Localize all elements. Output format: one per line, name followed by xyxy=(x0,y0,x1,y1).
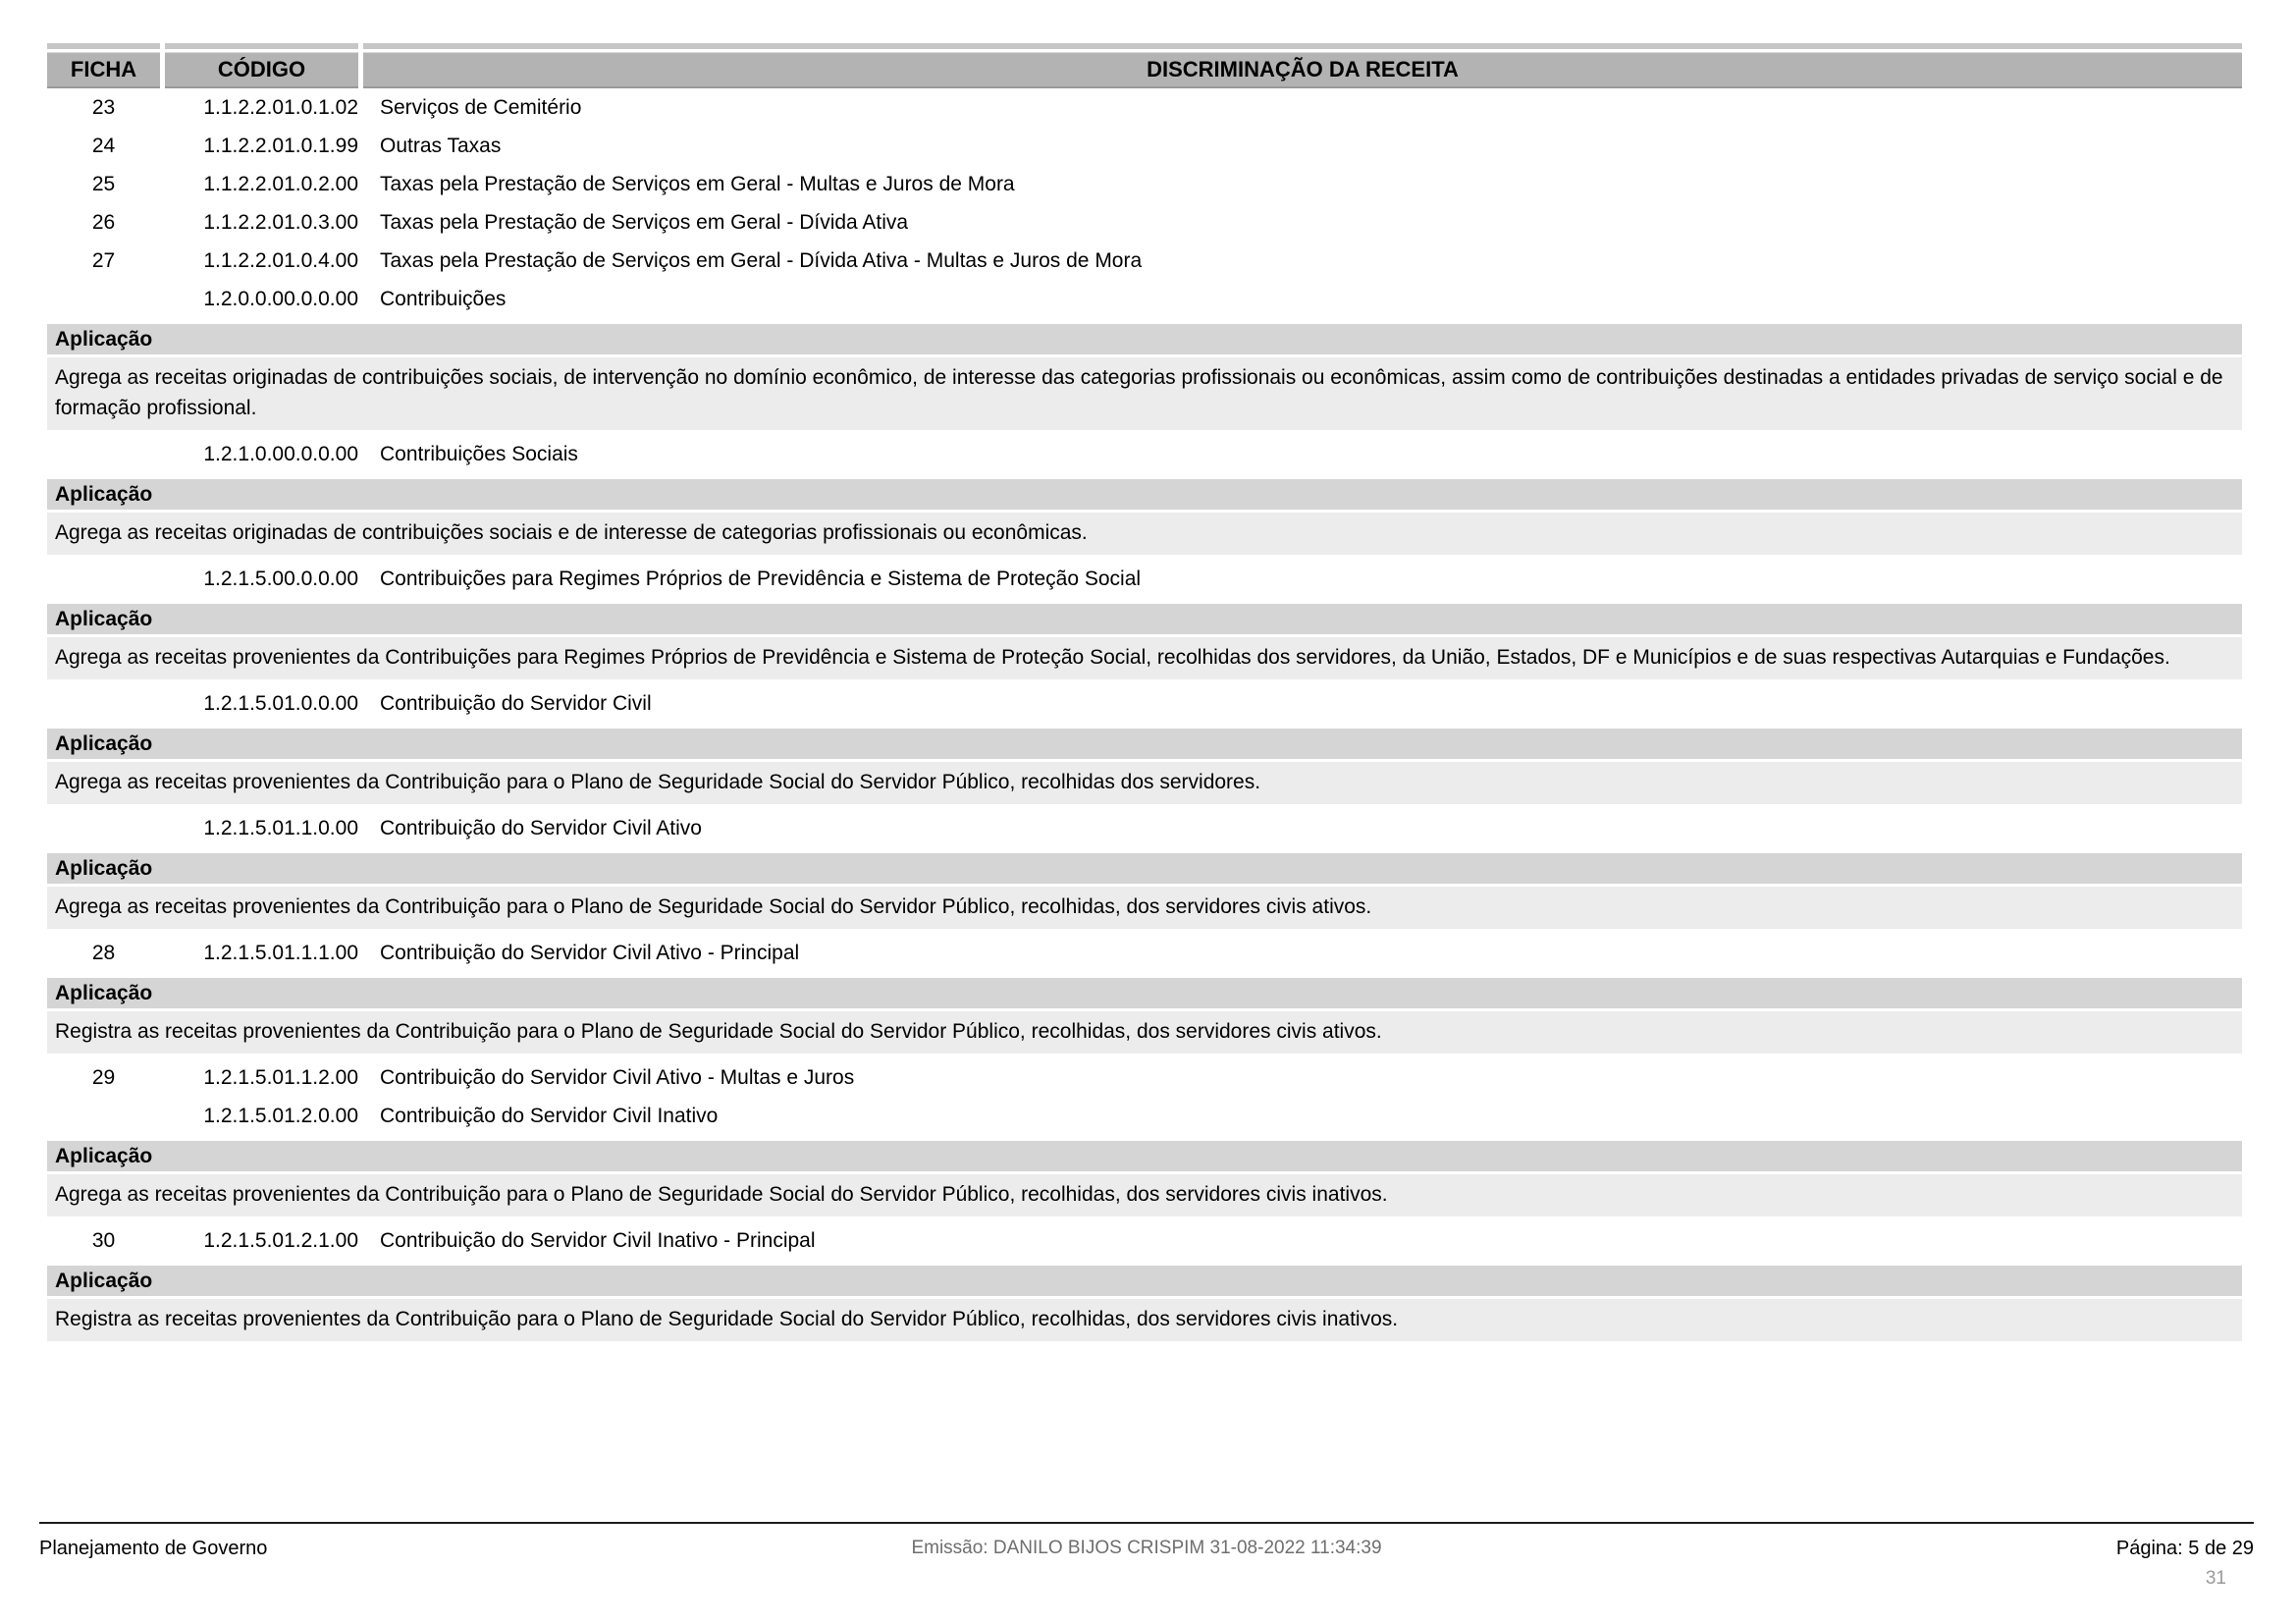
codigo-cell: 1.1.2.2.01.0.1.02 xyxy=(203,95,358,119)
descricao-cell: Taxas pela Prestação de Serviços em Geral - Multas e Juros de Mora xyxy=(380,172,1015,195)
section-note: Agrega as receitas provenientes da Contribuição para o Plano de Seguridade Social do Servidor Público, recolhidas dos servidores. xyxy=(47,762,2242,804)
descricao-cell: Contribuição do Servidor Civil xyxy=(380,691,652,715)
table-body xyxy=(47,88,2242,1341)
section-header-aplicacao xyxy=(47,853,2242,884)
table-row xyxy=(47,1221,2242,1260)
section-note: Agrega as receitas originadas de contribuições sociais, de intervenção no domínio econômico, de interesse das categorias profissionais ou econômicas, assim como de contribuições destinadas a entidades privadas de serviço social e de formação profissional. xyxy=(47,357,2242,430)
section-header-aplicacao xyxy=(47,978,2242,1008)
section-header-aplicacao xyxy=(47,729,2242,759)
codigo-cell: 1.2.1.5.00.0.0.00 xyxy=(203,567,358,590)
descricao-cell: Contribuição do Servidor Civil Ativo - Multas e Juros xyxy=(380,1065,855,1089)
codigo-cell: 1.1.2.2.01.0.3.00 xyxy=(203,210,358,234)
ficha-cell: 23 xyxy=(91,95,116,119)
section-label: Aplicação xyxy=(55,482,153,506)
report-table xyxy=(47,43,2242,1346)
section-note: Agrega as receitas provenientes da Contribuição para o Plano de Seguridade Social do Servidor Público, recolhidas, dos servidores civis inativos. xyxy=(47,1174,2242,1217)
section-label: Aplicação xyxy=(55,327,153,351)
section-label: Aplicação xyxy=(55,731,153,755)
column-header-discriminacao: DISCRIMINAÇÃO DA RECEITA xyxy=(363,52,2242,88)
descricao-cell: Contribuição do Servidor Civil Inativo - Principal xyxy=(380,1228,816,1252)
codigo-cell: 1.2.1.5.01.1.2.00 xyxy=(203,1065,358,1089)
table-row xyxy=(47,684,2242,723)
column-header-codigo: CÓDIGO xyxy=(165,52,358,88)
section-header-aplicacao xyxy=(47,1141,2242,1171)
table-header-row xyxy=(47,52,2242,88)
footer-app-name: Planejamento de Governo xyxy=(39,1538,268,1559)
table-row xyxy=(47,560,2242,598)
codigo-cell: 1.1.2.2.01.0.1.99 xyxy=(203,134,358,157)
page-footer xyxy=(39,1522,2254,1590)
section-note: Agrega as receitas provenientes da Contribuição para o Plano de Seguridade Social do Servidor Público, recolhidas, dos servidores civis ativos. xyxy=(47,887,2242,929)
table-top-border-segment xyxy=(363,43,2242,49)
column-header-ficha: FICHA xyxy=(47,52,160,88)
table-row xyxy=(47,203,2242,242)
codigo-cell: 1.2.1.5.01.1.1.00 xyxy=(203,941,358,964)
section-note: Registra as receitas provenientes da Contribuição para o Plano de Seguridade Social do Servidor Público, recolhidas, dos servidores civis inativos. xyxy=(47,1299,2242,1341)
table-top-border xyxy=(47,43,2242,49)
descricao-cell: Taxas pela Prestação de Serviços em Geral - Dívida Ativa - Multas e Juros de Mora xyxy=(380,248,1143,272)
table-top-border-segment xyxy=(165,43,358,49)
table-top-border-segment xyxy=(47,43,160,49)
table-row xyxy=(47,88,2242,127)
section-header-aplicacao xyxy=(47,324,2242,354)
footer-emission: Emissão: DANILO BIJOS CRISPIM 31-08-2022 11:34:39 xyxy=(911,1538,1382,1558)
codigo-cell: 1.2.1.5.01.1.0.00 xyxy=(203,816,358,839)
descricao-cell: Contribuição do Servidor Civil Inativo xyxy=(380,1104,719,1127)
table-row xyxy=(47,1058,2242,1097)
table-row xyxy=(47,435,2242,473)
table-row xyxy=(47,280,2242,318)
ficha-cell: 25 xyxy=(91,172,116,195)
descricao-cell: Contribuição do Servidor Civil Ativo xyxy=(380,816,702,839)
codigo-cell: 1.2.0.0.00.0.0.00 xyxy=(203,287,358,310)
descricao-cell: Contribuição do Servidor Civil Ativo - Principal xyxy=(380,941,800,964)
codigo-cell: 1.2.1.5.01.2.1.00 xyxy=(203,1228,358,1252)
descricao-cell: Contribuições xyxy=(380,287,507,310)
descricao-cell: Taxas pela Prestação de Serviços em Geral - Dívida Ativa xyxy=(380,210,909,234)
codigo-cell: 1.1.2.2.01.0.4.00 xyxy=(203,248,358,272)
table-row xyxy=(47,934,2242,972)
table-row xyxy=(47,242,2242,280)
descricao-cell: Serviços de Cemitério xyxy=(380,95,582,119)
ficha-cell: 30 xyxy=(91,1228,116,1252)
ficha-cell: 29 xyxy=(91,1065,116,1089)
ficha-cell: 28 xyxy=(91,941,116,964)
descricao-cell: Contribuições Sociais xyxy=(380,442,578,465)
ficha-cell: 26 xyxy=(91,210,116,234)
table-row xyxy=(47,165,2242,203)
codigo-cell: 1.1.2.2.01.0.2.00 xyxy=(203,172,358,195)
footer-page-indicator: Página: 5 de 29 xyxy=(2115,1538,2254,1559)
section-header-aplicacao xyxy=(47,479,2242,510)
ficha-cell: 27 xyxy=(91,248,116,272)
footer-main-row xyxy=(39,1524,2254,1560)
section-label: Aplicação xyxy=(55,856,153,880)
section-note: Registra as receitas provenientes da Contribuição para o Plano de Seguridade Social do Servidor Público, recolhidas, dos servidores civis ativos. xyxy=(47,1011,2242,1054)
table-row xyxy=(47,127,2242,165)
codigo-cell: 1.2.1.0.00.0.0.00 xyxy=(203,442,358,465)
table-row xyxy=(47,809,2242,847)
section-header-aplicacao xyxy=(47,1266,2242,1296)
section-label: Aplicação xyxy=(55,1269,153,1292)
section-note: Agrega as receitas originadas de contribuições sociais e de interesse de categorias profissionais ou econômicas. xyxy=(47,513,2242,555)
codigo-cell: 1.2.1.5.01.0.0.00 xyxy=(203,691,358,715)
codigo-cell: 1.2.1.5.01.2.0.00 xyxy=(203,1104,358,1127)
descricao-cell: Outras Taxas xyxy=(380,134,502,157)
section-label: Aplicação xyxy=(55,1144,153,1167)
section-label: Aplicação xyxy=(55,981,153,1004)
section-label: Aplicação xyxy=(55,607,153,630)
table-row xyxy=(47,1097,2242,1135)
descricao-cell: Contribuições para Regimes Próprios de Previdência e Sistema de Proteção Social xyxy=(380,567,1142,590)
ficha-cell: 24 xyxy=(91,134,116,157)
section-note: Agrega as receitas provenientes da Contribuições para Regimes Próprios de Previdência e Sistema de Proteção Social, recolhidas dos servidores, da União, Estados, DF e Municípios e de suas respectivas Autarquias e Fundações. xyxy=(47,637,2242,679)
section-header-aplicacao xyxy=(47,604,2242,634)
footer-page-note: 31 xyxy=(2205,1568,2226,1589)
